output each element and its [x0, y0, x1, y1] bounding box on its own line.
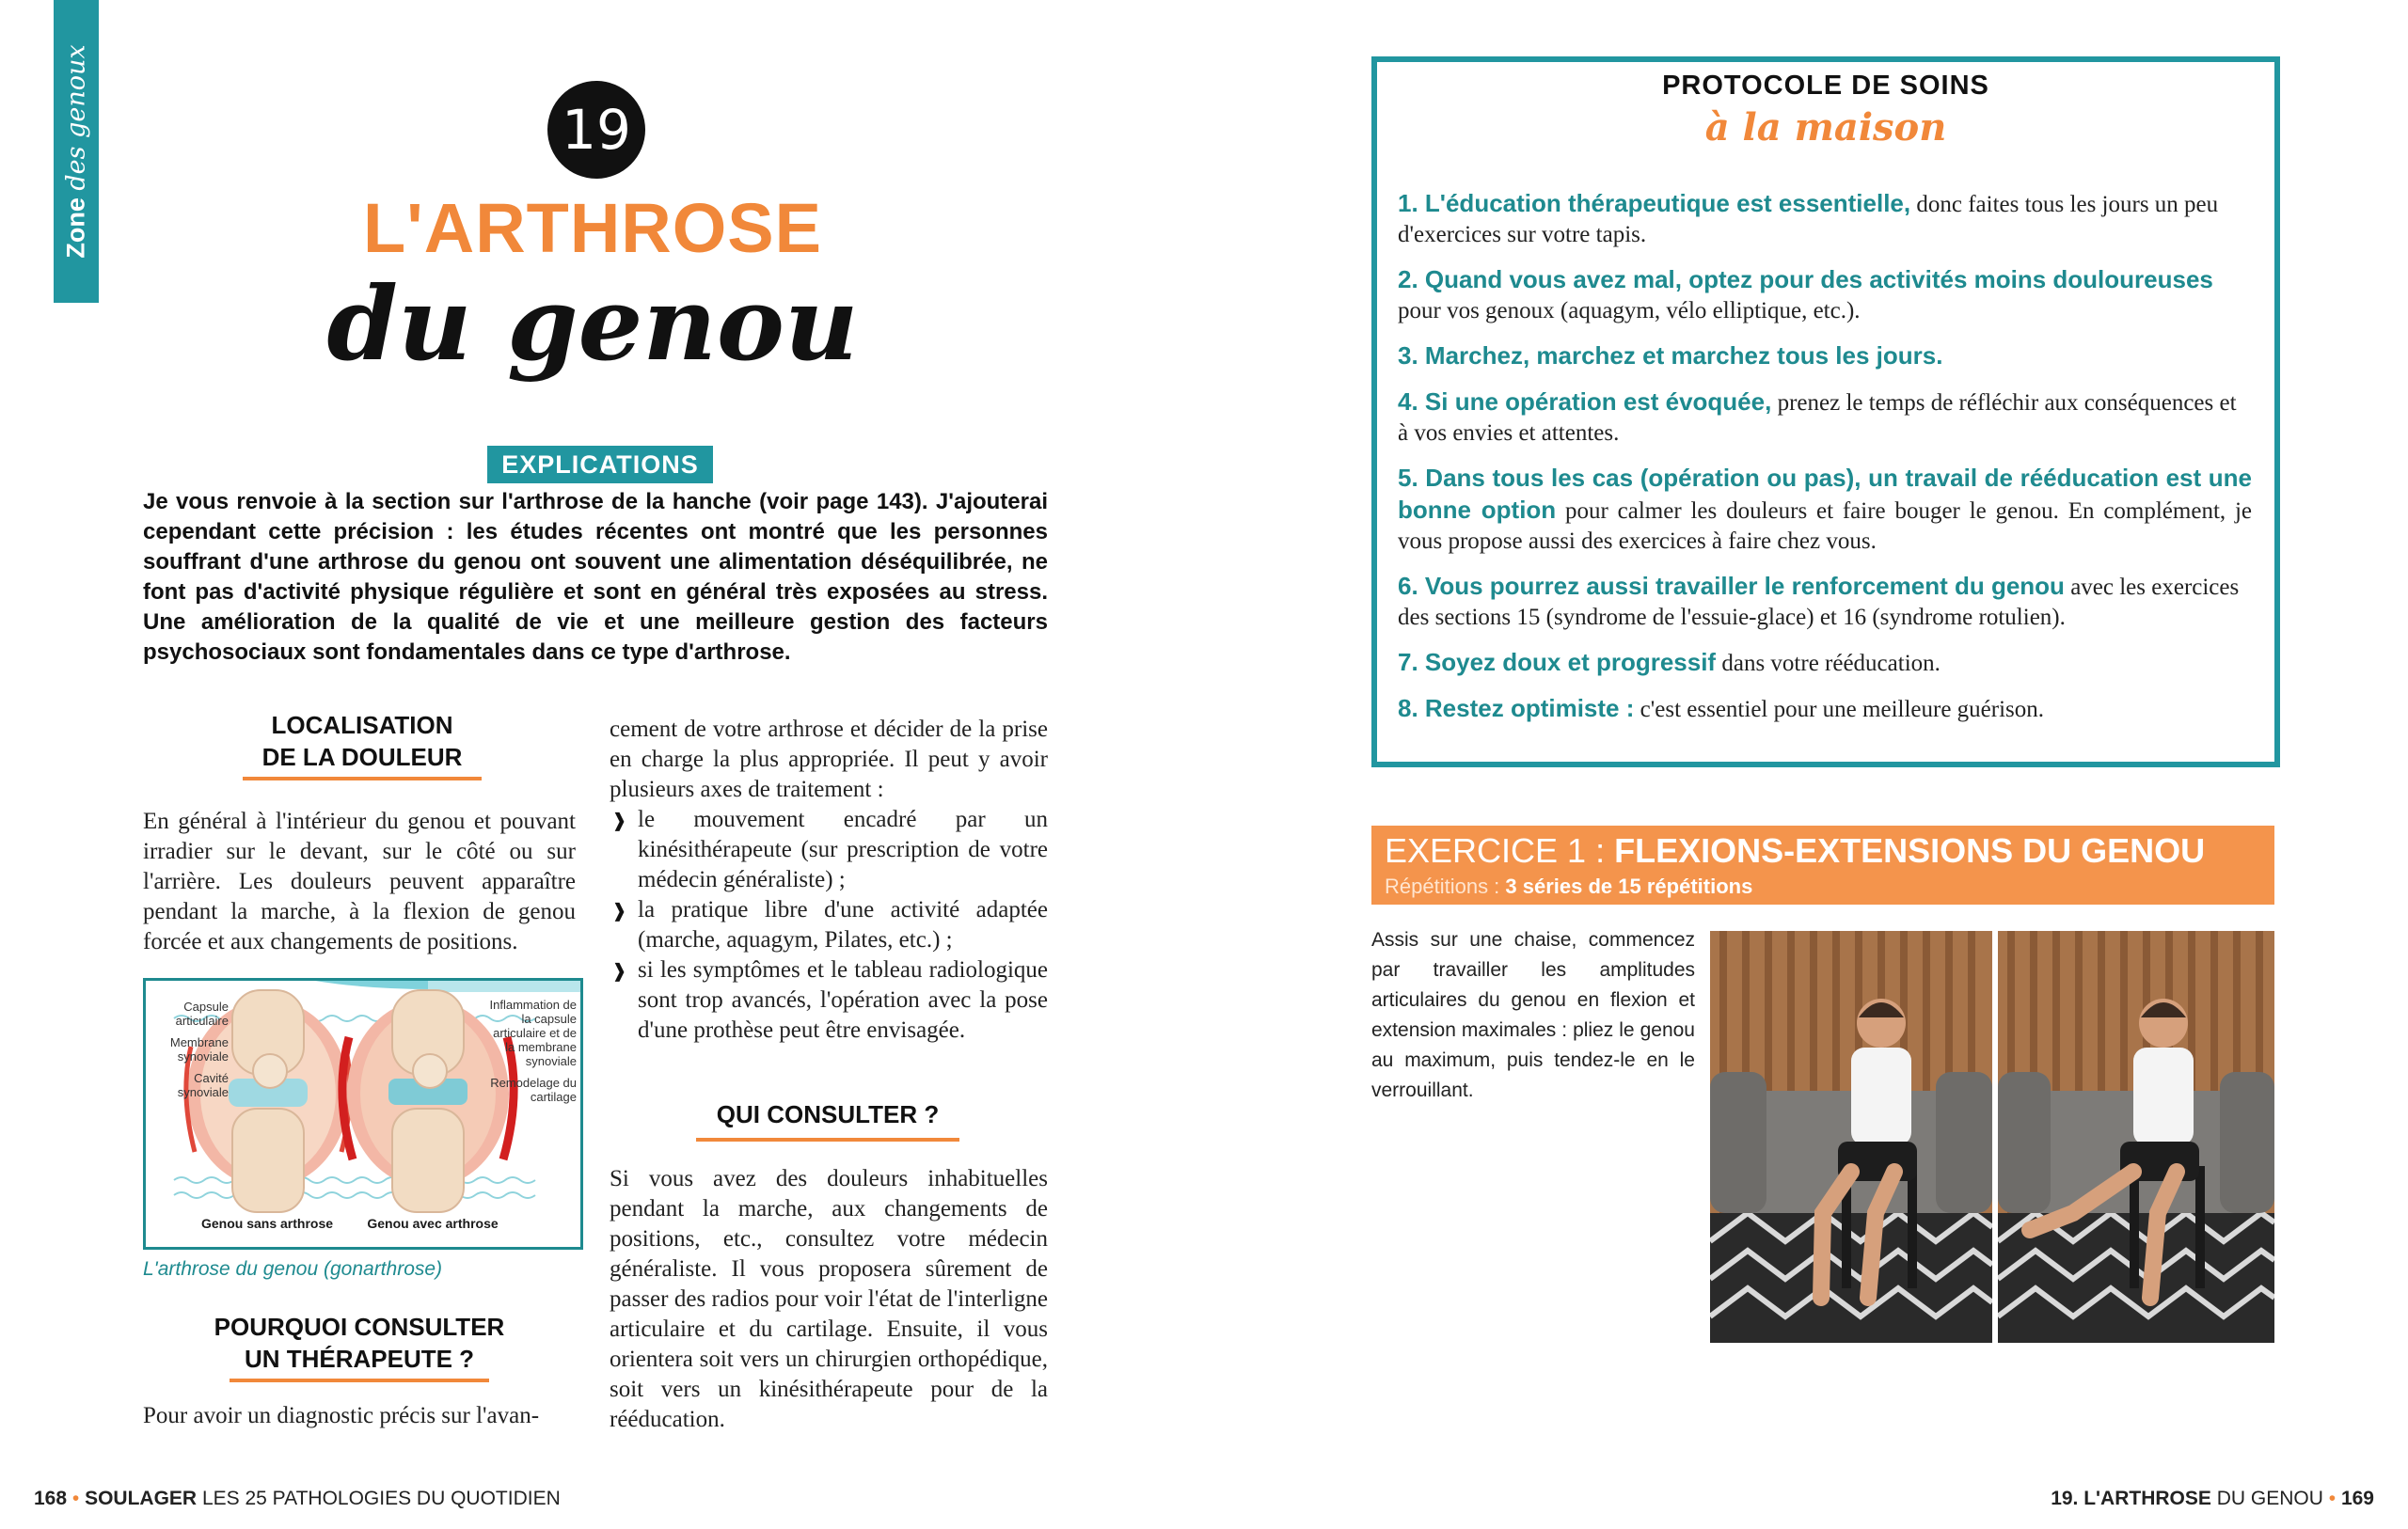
side-tab-zone: Zone	[61, 197, 90, 259]
protocole-item: 5. Dans tous les cas (opération ou pas), un travail de rééducation est une bonne option pour calmer les douleurs et faire bouger le genou. En complément, je vous propose aussi des exercices à faire chez vous.	[1398, 464, 2252, 554]
footer-right: 19. L'ARTHROSE DU GENOU • 169	[2051, 1488, 2374, 1509]
label-capsule: Capsule articulaire	[175, 1000, 229, 1028]
pourquoi-heading-line1: POURQUOI CONSULTER	[214, 1313, 505, 1341]
chapter-number: 19	[562, 98, 631, 162]
exercise-description: Assis sur une chaise, commencez par travailler les amplitudes articulaires du genou en flexion et extension maximales : pliez le genou au maximum, puis tendez-le en le verrouillant.	[1371, 929, 1695, 1101]
label-remodelage: Remodelage du cartilage	[490, 1076, 577, 1104]
intro-paragraph: Je vous renvoie à la section sur l'arthrose de la hanche (voir page 143). J'ajouterai cependant cette précision : les études récentes ont montré que les personnes souffrant d'une arthrose du genou ont souvent une alimentation déséquilibrée, ne font pas d'activité physique régulière et sont en général très exposées au stress. Une amélioration de la qualité de vie et une meilleure gestion des facteurs psychosociaux sont fondamentales dans ce type d'arthrose.	[143, 489, 1048, 665]
section-side-tab	[54, 0, 99, 303]
protocole-item: 6. Vous pourrez aussi travailler le renforcement du genou avec les exercices des sections 15 (syndrome de l'essuie-glace) et 16 (syndrome rotulien).	[1398, 572, 2240, 630]
label-genou-sans: Genou sans arthrose	[200, 1216, 334, 1231]
diagram-labels-left	[153, 1000, 229, 1099]
treatment-bullet: ❱ la pratique libre d'une activité adaptée (marche, aquagym, Pilates, etc.) ;	[610, 895, 1048, 955]
page-title: L'ARTHROSE	[362, 189, 823, 267]
footer-left: 168 • SOULAGER LES 25 PATHOLOGIES DU QUOTIDIEN	[34, 1488, 561, 1509]
book-title-rest: LES 25 PATHOLOGIES DU QUOTIDIEN	[201, 1488, 561, 1509]
pourquoi-text: Pour avoir un diagnostic précis sur l'avan-	[143, 1403, 540, 1428]
chapter-footer-bold: 19. L'ARTHROSE	[2051, 1488, 2211, 1509]
pourquoi-underline	[230, 1379, 489, 1382]
diagram-labels-right	[486, 998, 577, 1104]
label-genou-avec: Genou avec arthrose	[367, 1216, 499, 1231]
pourquoi-heading	[171, 1311, 547, 1375]
qui-text: Si vous avez des douleurs inhabituelles pendant la marche, aux changements de positions, etc., consultez votre médecin généraliste. Il vous proposera sûrement de passer des radios pour voir l'état de l'interligne articulaire et du cartilage. Ensuite, il vous orientera soit vers un chirurgien orthopédique, soit vers un kinésithérapeute pour de la rééducation.	[610, 1166, 1048, 1432]
label-inflammation: Inflammation de la capsule articulaire et de la membrane synoviale	[489, 998, 577, 1068]
localisation-heading-line1: LOCALISATION	[271, 711, 453, 739]
label-cavite: Cavité synoviale	[177, 1071, 229, 1099]
chapter-footer-rest: DU GENOU	[2216, 1488, 2323, 1509]
localisation-heading-line2: DE LA DOULEUR	[261, 743, 463, 771]
page-number-right: 169	[2340, 1488, 2374, 1509]
treatment-bullets	[610, 805, 1048, 1046]
exercise-repetitions	[1385, 875, 1752, 899]
explications-tag: EXPLICATIONS	[487, 446, 713, 483]
protocole-title: PROTOCOLE DE SOINS	[1662, 71, 1989, 101]
protocole-list	[1398, 188, 2252, 739]
exercise-photo-flexion	[1710, 931, 1992, 1343]
protocole-item: 1. L'éducation thérapeutique est essentielle, donc faites tous les jours un peu d'exercices sur votre tapis.	[1398, 189, 2219, 247]
localisation-text: En général à l'intérieur du genou et pouvant irradier sur le devant, sur le côté ou sur l'arrière. Les douleurs peuvent apparaître pendant la marche, à la flexion de genou forcée et aux changements de positions.	[143, 809, 576, 954]
protocole-item: 8. Restez optimiste : c'est essentiel pour une meilleure guérison.	[1398, 694, 2045, 722]
repetitions-value: 3 séries de 15 répétitions	[1505, 875, 1753, 898]
treatment-bullet: ❱ le mouvement encadré par un kinésithérapeute (sur prescription de votre médecin généraliste) ;	[610, 805, 1048, 895]
repetitions-label: Répétitions :	[1385, 875, 1500, 898]
exercise-photo-extension	[1998, 931, 2274, 1343]
page-subtitle-script: du genou	[326, 265, 859, 384]
qui-underline	[696, 1138, 959, 1142]
diagram-caption: L'arthrose du genou (gonarthrose)	[143, 1258, 443, 1280]
exercise-title	[1385, 831, 2205, 871]
side-tab-rest: des genoux	[61, 44, 91, 191]
book-title-bold: SOULAGER	[85, 1488, 198, 1509]
exercise-label: EXERCICE 1 :	[1385, 831, 1606, 870]
localisation-heading	[226, 709, 499, 773]
qui-heading: QUI CONSULTER ?	[716, 1100, 940, 1128]
page-number-left: 168	[34, 1488, 68, 1509]
protocole-item: 3. Marchez, marchez et marchez tous les jours.	[1398, 341, 1943, 370]
exercise-name: FLEXIONS-EXTENSIONS DU GENOU	[1614, 831, 2206, 870]
treatment-intro: cement de votre arthrose et décider de la prise en charge la plus appropriée. Il peut y avoir plusieurs axes de traitement :	[610, 717, 1048, 802]
knee-diagram	[143, 978, 583, 1250]
protocole-subtitle: à la maison	[1704, 105, 1947, 150]
chapter-number-badge	[547, 81, 645, 179]
label-membrane: Membrane synoviale	[169, 1035, 229, 1064]
protocole-item: 2. Quand vous avez mal, optez pour des activités moins douloureuses pour vos genoux (aquagym, vélo elliptique, etc.).	[1398, 265, 2213, 323]
protocole-item: 4. Si une opération est évoquée, prenez le temps de réfléchir aux conséquences et à vos envies et attentes.	[1398, 387, 2237, 446]
protocole-item: 7. Soyez doux et progressif dans votre rééducation.	[1398, 648, 1941, 676]
localisation-underline	[243, 777, 482, 780]
pourquoi-heading-line2: UN THÉRAPEUTE ?	[244, 1345, 475, 1373]
exercise-header	[1371, 826, 2274, 905]
treatment-bullet: ❱ si les symptômes et le tableau radiologique sont trop avancés, l'opération avec la pose d'une prothèse peut être envisagée.	[610, 955, 1048, 1046]
